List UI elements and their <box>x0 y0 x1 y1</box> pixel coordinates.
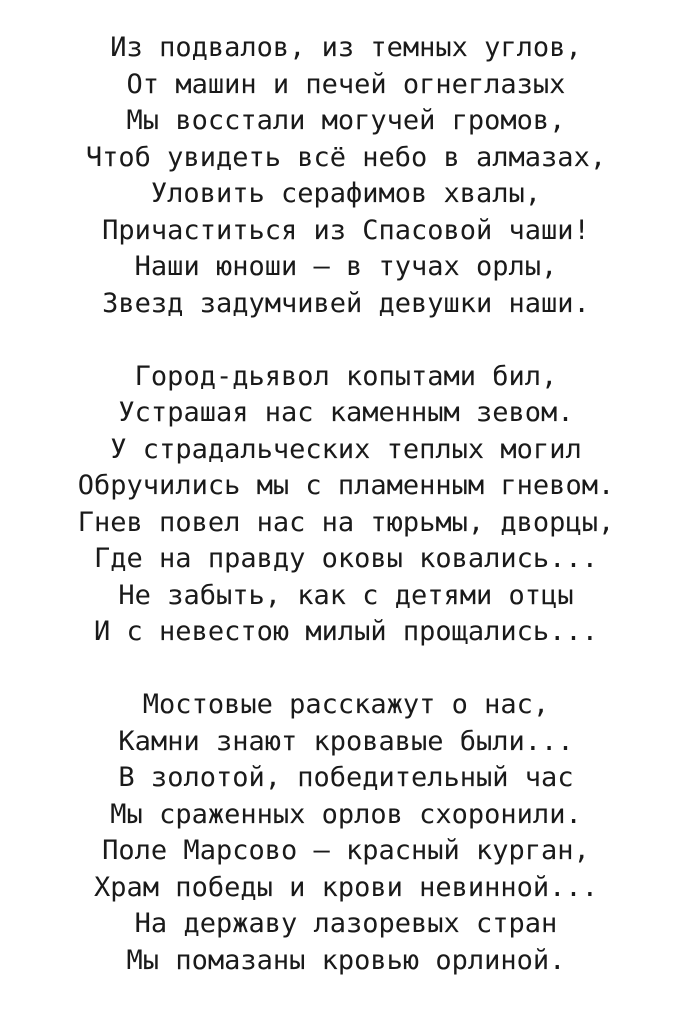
poem-line: У страдальческих теплых могил <box>110 433 582 465</box>
poem-line: Мы сраженных орлов схоронили. <box>110 798 582 830</box>
stanza-3 <box>0 687 692 979</box>
poem-line: Мостовые расскажут о нас, <box>142 689 550 720</box>
poem-text <box>0 30 692 979</box>
poem-line: И с невестою милый прощались... <box>94 616 598 647</box>
poem-line: В золотой, победительный час <box>118 762 574 793</box>
poem-line: Наши юноши — в тучах орлы, <box>134 251 558 282</box>
stanza-1 <box>0 30 692 322</box>
poem-line: Камни знают кровавые были... <box>118 725 574 757</box>
poem-line: Чтоб увидеть всё небо в алмазах, <box>85 141 607 173</box>
poem-line: Не забыть, как с детями отцы <box>118 579 574 611</box>
poem-line: Где на правду оковы ковались... <box>94 543 598 574</box>
poem-line: Обручились мы с пламенным гневом. <box>77 470 615 501</box>
poem-line: Поле Марсово — красный курган, <box>102 835 590 866</box>
poem-line: Город-дьявол копытами бил, <box>134 360 558 392</box>
poem-line: Из подвалов, из темных углов, <box>110 32 582 63</box>
poem-line: На державу лазоревых стран <box>134 908 558 939</box>
poem-line: Гнев повел нас на тюрьмы, дворцы, <box>77 506 615 538</box>
poem-line: Уловить серафимов хвалы, <box>150 178 542 209</box>
poem-line: Устрашая нас каменным зевом. <box>118 397 574 428</box>
poem-line: Звезд задумчивей девушки наши. <box>102 287 590 319</box>
poem-line: Мы восстали могучей громов, <box>126 105 566 136</box>
poem-line: Мы помазаны кровью орлиной. <box>126 944 566 976</box>
poem-line: Причаститься из Спасовой чаши! <box>102 214 590 246</box>
poem-line: От машин и печей огнеглазых <box>126 68 566 100</box>
stanza-2 <box>0 359 692 651</box>
poem-line: Храм победы и крови невинной... <box>94 871 598 903</box>
